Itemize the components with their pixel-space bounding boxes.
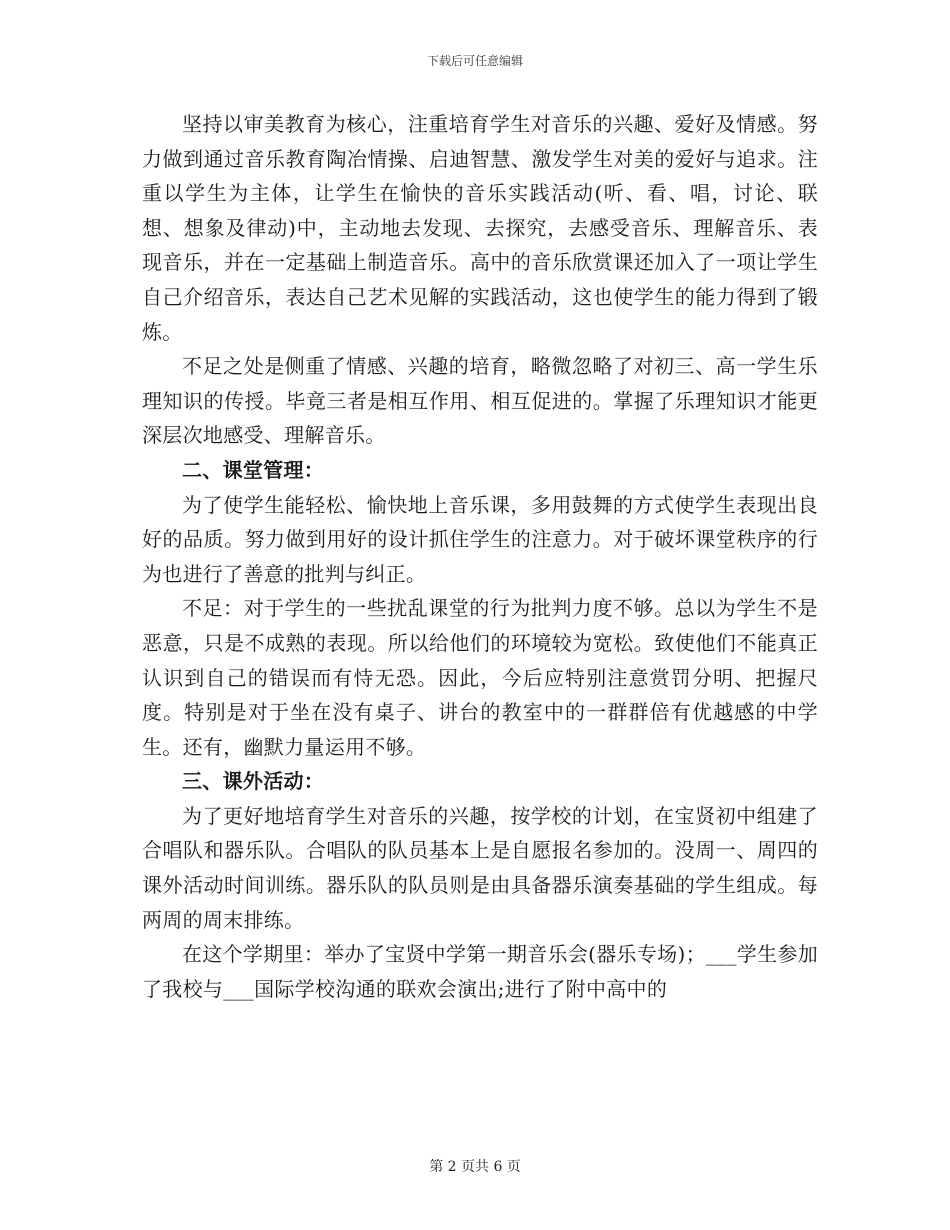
paragraph-semester-events: 在这个学期里：举办了宝贤中学第一期音乐会(器乐专场)；___学生参加了我校与___国际学校沟通的联欢会演出;进行了附中高中的 (142, 942, 818, 1001)
paragraph-choir-band: 为了更好地培育学生对音乐的兴趣，按学校的计划，在宝贤初中组建了合唱队和器乐队。合唱队的队员基本上是自愿报名参加的。没周一、周四的课外活动时间训练。器乐队的队员则是由具备器乐演奏基础的学生组成。每两周的周末排练。 (142, 803, 818, 932)
page-header: 下载后可任意编辑 (426, 54, 523, 68)
document-body (142, 107, 818, 1006)
paragraph-classroom-shortcomings: 不足：对于学生的一些扰乱课堂的行为批判力度不够。总以为学生不是恶意，只是不成熟的表现。所以给他们的环境较为宽松。致使他们不能真正认识到自己的错误而有恃无恐。因此，今后应特别注意赏罚分明、把握尺度。特别是对于坐在没有桌子、讲台的教室中的一群群倍有优越感的中学生。还有，幽默力量运用不够。 (142, 596, 818, 759)
paragraph-classroom-management: 为了使学生能轻松、愉快地上音乐课，多用鼓舞的方式使学生表现出良好的品质。努力做到用好的设计抓住学生的注意力。对于破坏课堂秩序的行为也进行了善意的批判与纠正。 (142, 492, 818, 586)
page-footer: 第 2 页共 6 页 (429, 1159, 521, 1175)
heading-classroom-management: 二、课堂管理： (182, 457, 325, 482)
heading-extracurricular: 三、课外活动： (182, 769, 325, 794)
paragraph-aesthetic-education: 坚持以审美教育为核心，注重培育学生对音乐的兴趣、爱好及情感。努力做到通过音乐教育陶冶情操、启迪智慧、激发学生对美的爱好与追求。注重以学生为主体，让学生在愉快的音乐实践活动(听、看、唱，讨论、联想、想象及律动)中，主动地去发现、去探究，去感受音乐、理解音乐、表现音乐，并在一定基础上制造音乐。高中的音乐欣赏课还加入了一项让学生自己介绍音乐，表达自己艺术见解的实践活动，这也使学生的能力得到了锻炼。 (142, 112, 818, 344)
paragraph-shortcomings-theory: 不足之处是侧重了情感、兴趣的培育，略微忽略了对初三、高一学生乐理知识的传授。毕竟三者是相互作用、相互促进的。掌握了乐理知识才能更深层次地感受、理解音乐。 (142, 354, 818, 448)
